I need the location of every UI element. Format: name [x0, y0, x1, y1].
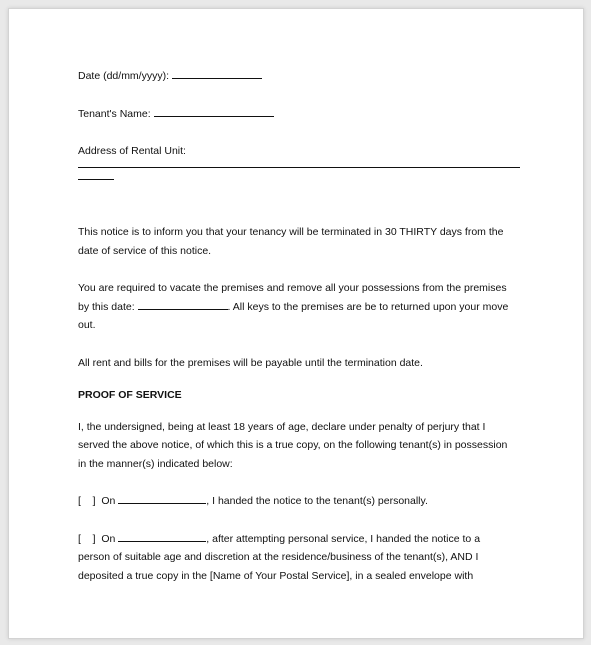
- vacate-paragraph-line: [78, 298, 528, 317]
- vacate-paragraph-line: You are required to vacate the premises and remove all your possessions from the premises: [78, 282, 507, 294]
- notice-paragraph-line: date of service of this notice.: [78, 244, 212, 257]
- rent-paragraph: All rent and bills for the premises will be payable until the termination date.: [78, 356, 423, 369]
- declaration-line: I, the undersigned, being at least 18 years of age, declare under penalty of perjury that I: [78, 420, 486, 433]
- address-label: Address of Rental Unit:: [78, 145, 186, 157]
- personal-service-date-blank[interactable]: [118, 492, 206, 504]
- keys-text: . All keys to the premises are be to returned upon your move: [227, 300, 509, 313]
- service-option-substituted: [78, 530, 528, 549]
- date-blank[interactable]: [172, 67, 262, 79]
- tenant-field-row: [78, 105, 528, 124]
- tenant-name-blank[interactable]: [154, 105, 274, 117]
- vacate-date-label: by this date:: [78, 300, 135, 313]
- date-label: Date (dd/mm/yyyy):: [78, 70, 170, 82]
- substituted-service-line: person of suitable age and discretion at the residence/business of the tenant(s), AND I: [78, 551, 479, 563]
- vacate-date-blank[interactable]: [138, 298, 228, 310]
- declaration-line: in the manner(s) indicated below:: [78, 457, 233, 470]
- vacate-paragraph-line: out.: [78, 319, 96, 331]
- notice-paragraph-line: This notice is to inform you that your tenancy will be terminated in 30 THIRTY days from the: [78, 226, 504, 238]
- checkbox-bracket-personal[interactable]: [ ] On: [78, 495, 116, 507]
- document-page: [8, 8, 584, 639]
- checkbox-bracket-substituted[interactable]: [ ] On: [78, 532, 116, 545]
- personal-service-text: , I handed the notice to the tenant(s) personally.: [206, 495, 428, 507]
- document-content: [78, 67, 528, 585]
- substituted-service-date-blank[interactable]: [118, 530, 206, 542]
- proof-of-service-heading: PROOF OF SERVICE: [78, 389, 182, 401]
- address-blank-line-2[interactable]: [78, 169, 114, 180]
- service-option-personal: [78, 492, 528, 511]
- substituted-service-line: deposited a true copy in the [Name of Your Postal Service], in a sealed envelope with: [78, 569, 474, 582]
- tenant-name-label: Tenant's Name:: [78, 107, 151, 120]
- address-blank-line-1[interactable]: [78, 161, 520, 168]
- substituted-service-text: , after attempting personal service, I handed the notice to a: [206, 532, 481, 545]
- date-field-row: [78, 67, 528, 86]
- declaration-line: served the above notice, of which this is a true copy, on the following tenant(s) in possession: [78, 439, 508, 451]
